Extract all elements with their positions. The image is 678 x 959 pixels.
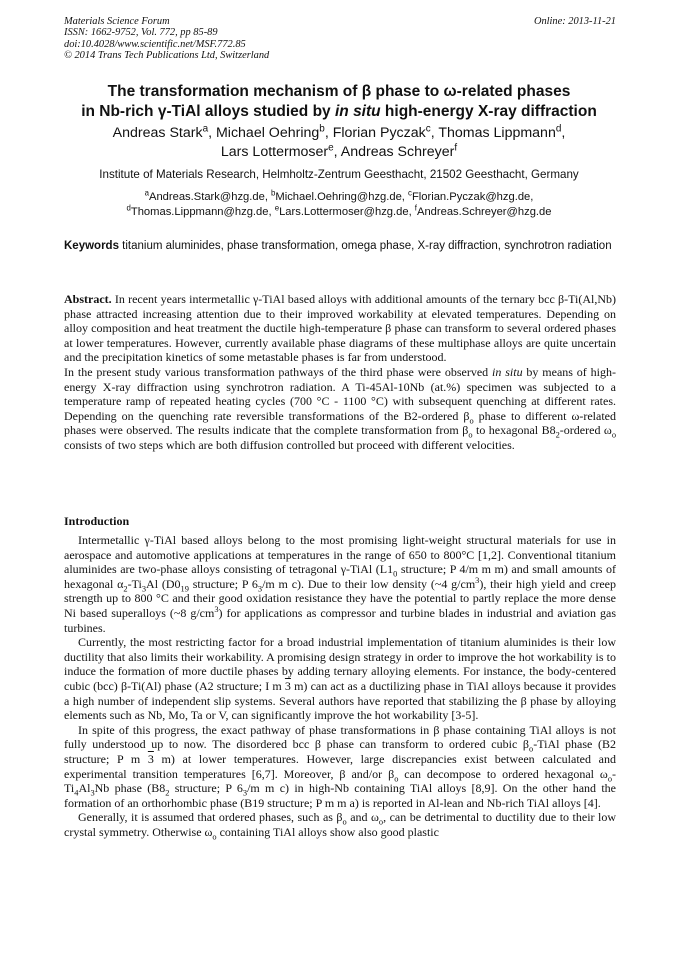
subscript: o [394,773,399,783]
title-line-1: The transformation mechanism of β phase to ω-related phases [107,83,571,100]
affiliation: Institute of Materials Research, Helmholtz-Zentrum Geesthacht, 21502 Geesthacht, Germany [99,168,579,181]
author-mark: d [555,123,562,135]
intro-text: structure; P 4/m m m) and small amounts of hexagonal α [64,562,616,591]
email-mark: d [126,202,131,212]
author-mark: c [425,123,431,135]
intro-text: Generally, it is assumed that ordered phases, such as β [78,810,343,825]
author-name: , Andreas Schreyer [333,143,455,160]
intro-text: structure; P 6 [188,576,258,591]
email-address: Andreas.Stark@hzg.de, [148,191,272,203]
author-separator: , [561,125,566,141]
author-mark: a [202,123,209,135]
intro-text: -Ti [127,576,142,591]
abstract-italic: in situ [492,364,523,379]
intro-text: m) at lower temperatures. However, large discrepancies exist between calculated and experimental transition temperatures [6,7]. Moreover, β and/or β [64,751,616,781]
intro-text: containing TiAl alloys show also good plastic [216,824,439,839]
email-address: Michael.Oehring@hzg.de, [275,191,409,203]
keywords-text: titanium aluminides, phase transformation, omega phase, X-ray diffraction, synchrotron radiation [118,240,612,252]
journal-copyright: © 2014 Trans Tech Publications Ltd, Switzerland [64,50,270,62]
intro-text: -Ti [64,766,616,796]
intro-paragraph-3 [64,723,616,811]
intro-text: -TiAl phase (B2 structure; P m [64,737,616,766]
subscript: o [342,817,347,827]
paper-title [40,82,638,122]
introduction-body [64,533,617,842]
author-name: , Michael Oehring [208,125,320,141]
subscript: o [529,744,534,754]
intro-paragraph-4 [64,810,616,842]
email-address: Andreas.Schreyer@hzg.de [416,205,552,218]
subscript: 0 [393,569,398,579]
author-name: Andreas Stark [112,125,203,141]
abstract-label: Abstract. [64,292,112,306]
keywords-label: Keywords [64,240,119,252]
author-name: , Thomas Lippmann [430,125,556,141]
section-heading-introduction: Introduction [64,514,130,528]
intro-text: m) can act as a ductilizing phase in TiAl alloys because it provides a high number of independent slip systems. Several authors have reported that stabilizing the β phase by alloying elements such as Nb, Mo, Ta or V, can significantly improve the hot workability [3-5]. [64,678,616,723]
intro-text: can decompose to ordered hexagonal ω [398,766,608,781]
overbar-three: 3 [147,751,154,766]
intro-text: Al [78,781,91,796]
intro-text: /m m c). Due to their low density (~4 g/cm [262,576,476,591]
abstract-text: consists of two steps which are both diffusion controlled but proceed with different velocities. [64,437,515,452]
email-line-2 [40,202,638,220]
email-mark: e [274,202,280,212]
abstract-text: -ordered ω [559,423,612,438]
title-text: in Nb-rich γ-TiAl alloys studied by [81,103,335,120]
superscript: 3 [214,604,219,614]
subscript: 19 [180,584,189,594]
intro-text: Al (D0 [146,576,181,591]
intro-text: structure; P 6 [169,781,243,796]
keywords [64,239,616,253]
subscript: 3 [90,788,95,798]
email-mark: f [414,202,417,212]
subscript: 4 [74,788,79,798]
abstract-text: by means of high-energy X-ray diffraction using synchrotron radiation. A Ti-45Al-10Nb (at.%) specimen was subjected to a temperature ramp of repeated heating cycles (700 °C - 1100 °C) with subsequent quenching at different rates. Depending on the quenching rate reversible transformations of the B2-ordered β [64,364,616,423]
author-mark: f [454,141,458,153]
intro-text: Currently, the most restricting factor for a broad industrial implementation of titanium aluminides is their low ductility that also limits their workability. A promising design strategy in order to improve the hot workability is to induce the formation of more ductile phases by adding ternary alloying elements. For instance, the body-centered cubic (bcc) β-Ti(Al) phase (A2 structure; I m [64,635,616,693]
author-name: Lars Lottermoser [220,143,329,160]
subscript: o [378,817,384,827]
email-mark: b [271,188,276,198]
subscript: o [611,430,616,440]
subscript: 3 [141,584,147,594]
author-name: , Florian Pyczak [324,125,426,141]
author-mark: e [328,141,334,153]
intro-text: ) for applications as compressor and turbine blades in industrial and aviation gas turbines. [64,605,616,635]
abstract-text: to hexagonal B8 [472,423,556,438]
intro-text: ), their high yield and creep strength up to 800 °C and their good oxidation resistance they have the potential to partly replace the more dense Ni based superalloys (~8 g/cm [64,576,617,620]
subscript: o [469,416,474,426]
intro-paragraph-1 [64,533,616,635]
abstract-text: phase to different ω-related phases were observed. The results indicate that the complete transformation from β [64,408,616,438]
email-address: Florian.Pyczak@hzg.de, [411,191,534,203]
author-list [40,124,638,161]
subscript: 2 [555,430,560,440]
author-mark: b [319,123,325,135]
title-line-2 [40,102,638,122]
email-list [40,190,638,219]
intro-text: /m m c) in high-Nb containing TiAl alloys [8,9]. On the other hand the formation of an orthorhombic phase (B19 structure; P m m a) is reported in Al-lean and Nb-rich TiAl alloys [4]. [64,781,616,810]
email-mark: c [408,188,412,198]
subscript: 2 [165,788,170,798]
intro-text: Intermetallic γ-TiAl based alloys belong to the most promising light-weight structural materials for use in aerospace and automotive applications at temperatures in the range of 650 to 800°C [1,2]. Conventional titanium aluminides are two-phase alloys consisting of tetragonal γ-TiAl (L1 [64,533,616,577]
journal-header [64,16,616,62]
title-italic: in situ [334,103,381,120]
journal-issn: ISSN: 1662-9752, Vol. 772, pp 85-89 [64,27,218,39]
author-line-2 [40,143,638,162]
journal-doi: doi:10.4028/www.scientific.net/MSF.772.85 [64,38,246,50]
abstract-paragraph-1 [64,292,616,365]
subscript: o [468,430,473,440]
email-mark: a [144,188,149,198]
intro-text: , can be detrimental to ductility due to their low crystal symmetry. Otherwise ω [64,810,616,839]
email-address: Thomas.Lippmann@hzg.de, [130,205,275,218]
abstract-text: In recent years intermetallic γ-TiAl based alloys with additional amounts of the ternary bcc β-Ti(Al,Nb) phase attracted increasing attention due to their improved workability at elevated temperatures. Depending on alloy composition and heat treatment the ductile high-temperature β phase can transform to several ordered phases at lower temperatures. However, currently available phase diagrams of these multiphase alloys are quite uncertain and the precipitation kinetics of some metastable phases is far from understood. [64,292,616,365]
email-address: Lars.Lottermoser@hzg.de, [279,205,415,218]
online-date: Online: 2013-11-21 [533,16,616,27]
subscript: 3 [242,788,248,798]
journal-name: Materials Science Forum [64,16,170,27]
intro-paragraph-2 [64,635,616,723]
title-text: high-energy X-ray diffraction [380,103,597,120]
intro-text: Nb phase (B8 [94,781,166,796]
author-line-1 [40,124,638,143]
subscript: o [212,832,217,842]
subscript: 2 [123,584,128,594]
subscript: 3 [257,584,263,594]
overbar-three: 3 [284,678,291,693]
abstract-text: In the present study various transformation pathways of the third phase were observed [64,364,493,379]
abstract [64,292,616,453]
abstract-paragraph-2 [64,365,616,453]
intro-text: and ω [346,810,379,825]
intro-text: In spite of this progress, the exact pathway of phase transformations in β phase containing TiAl alloys is not fully understood up to now. The disordered bcc β phase can transform to ordered cubic β [64,722,616,752]
subscript: o [607,773,612,783]
superscript: 3 [475,575,480,585]
